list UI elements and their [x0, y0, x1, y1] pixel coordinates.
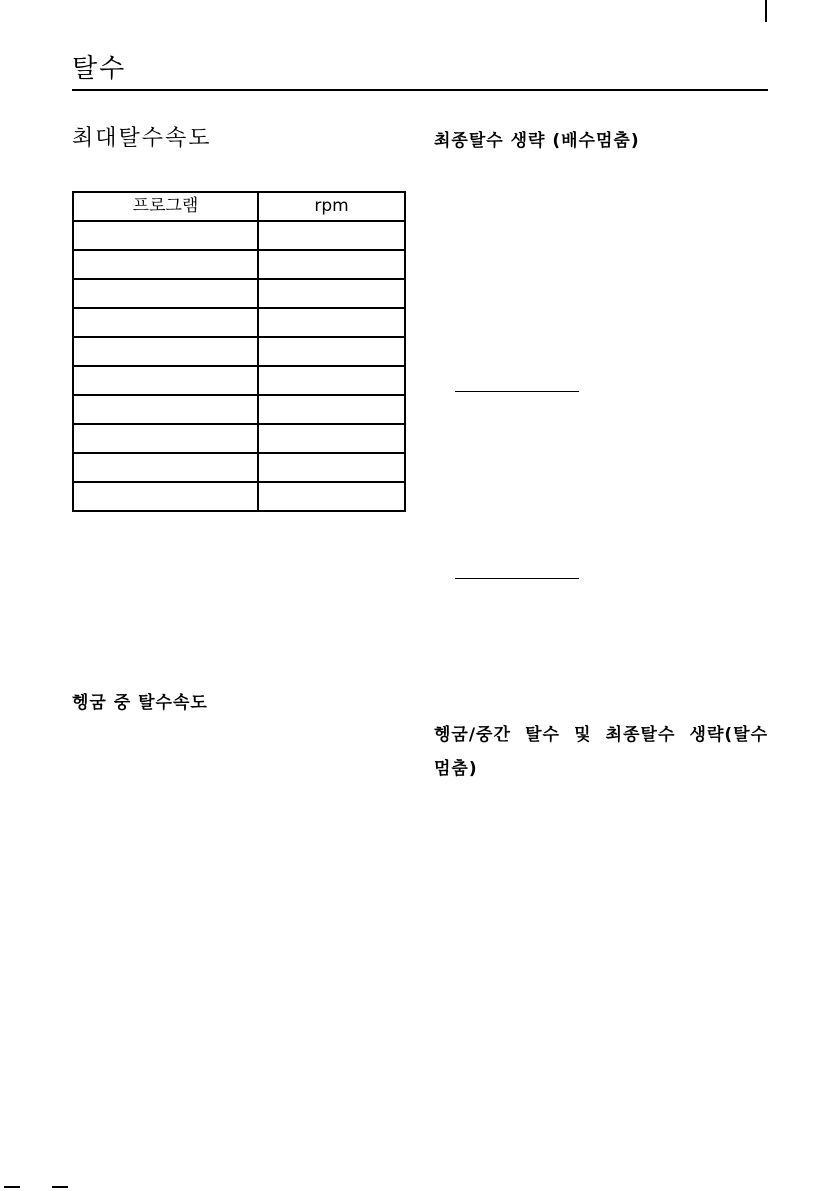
table-cell-program	[73, 395, 258, 424]
table-cell-program	[73, 308, 258, 337]
table-cell-program	[73, 279, 258, 308]
table-cell-program	[73, 337, 258, 366]
crop-mark-bottom-left-2	[52, 1186, 68, 1188]
column-header-rpm: rpm	[258, 192, 405, 221]
divider-rule	[455, 578, 579, 579]
table-cell-program	[73, 453, 258, 482]
table-cell-rpm	[258, 250, 405, 279]
table-cell-rpm	[258, 308, 405, 337]
section-title-rule	[72, 89, 768, 91]
table-cell-program	[73, 366, 258, 395]
table-header-row	[73, 192, 405, 221]
table-row	[73, 250, 405, 279]
table-cell-program	[73, 424, 258, 453]
table-row	[73, 279, 405, 308]
heading-max-spin-speed: 최대탈수속도	[72, 126, 212, 151]
table-cell-program	[73, 482, 258, 511]
table-cell-rpm	[258, 482, 405, 511]
table-cell-rpm	[258, 279, 405, 308]
column-header-program: 프로그램	[73, 192, 258, 221]
section-title: 탈수	[72, 54, 127, 84]
table-row	[73, 337, 405, 366]
heading-skip-final-spin: 최종탈수 생략 (배수멈춤)	[434, 131, 640, 151]
table-row	[73, 482, 405, 511]
table-cell-rpm	[258, 221, 405, 250]
table-cell-rpm	[258, 337, 405, 366]
table-cell-rpm	[258, 366, 405, 395]
crop-mark-top-right	[765, 0, 767, 22]
heading-rinse-spin-speed: 헹굼 중 탈수속도	[72, 693, 208, 713]
table-cell-rpm	[258, 453, 405, 482]
table-row	[73, 453, 405, 482]
table-cell-rpm	[258, 424, 405, 453]
heading-rinse-interim-skip: 헹굼/중간 탈수 및 최종탈수 생략(탈수멈춤)	[434, 725, 768, 779]
table-row	[73, 424, 405, 453]
table-cell-program	[73, 250, 258, 279]
table-row	[73, 395, 405, 424]
crop-mark-bottom-left-1	[4, 1186, 20, 1188]
table-cell-rpm	[258, 395, 405, 424]
table-cell-program	[73, 221, 258, 250]
spin-speed-table	[72, 191, 406, 512]
table-row	[73, 221, 405, 250]
table-row	[73, 366, 405, 395]
table-row	[73, 308, 405, 337]
divider-rule	[455, 391, 579, 392]
